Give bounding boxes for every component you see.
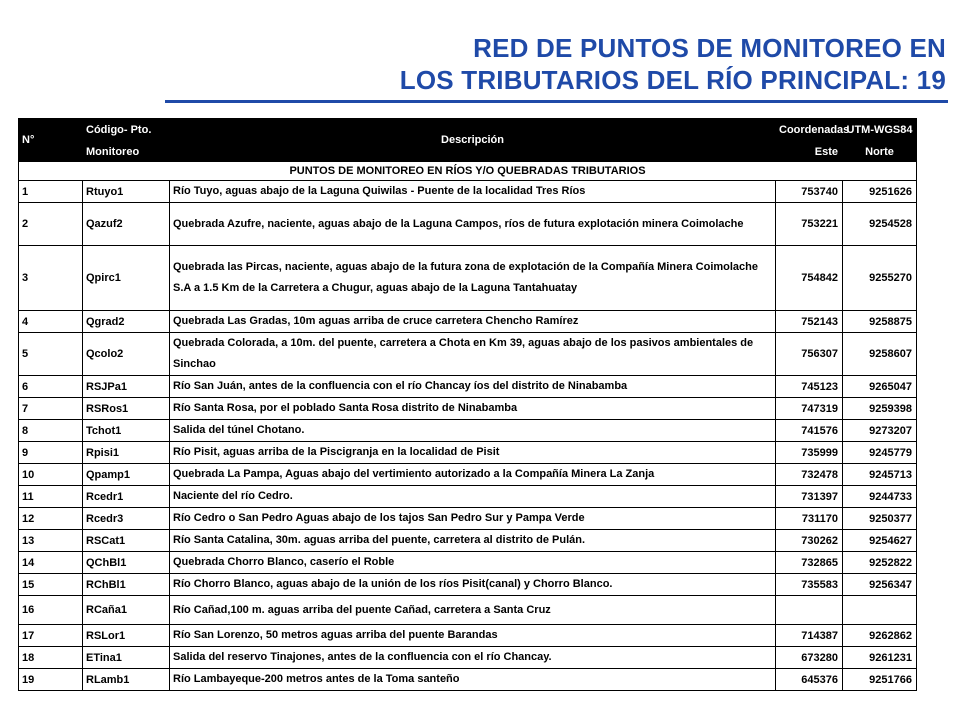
row-number: 2 [19, 203, 83, 246]
table-row [19, 486, 917, 508]
table-row [19, 311, 917, 333]
table-row [19, 508, 917, 530]
row-number: 12 [19, 508, 83, 530]
row-code: RSCat1 [83, 530, 170, 552]
table-row [19, 647, 917, 669]
row-code: ETina1 [83, 647, 170, 669]
row-number: 16 [19, 596, 83, 625]
row-number: 9 [19, 442, 83, 464]
monitoring-table-container [18, 118, 916, 691]
row-norte: 9258607 [843, 333, 917, 376]
row-number: 3 [19, 246, 83, 311]
row-norte: 9256347 [843, 574, 917, 596]
table-row [19, 669, 917, 691]
row-description: Río Tuyo, aguas abajo de la Laguna Quiwilas - Puente de la localidad Tres Ríos [170, 181, 776, 203]
row-description: Quebrada Chorro Blanco, caserío el Roble [170, 552, 776, 574]
header-coordinates: Coordenadas [776, 119, 843, 142]
row-number: 18 [19, 647, 83, 669]
title-line-1: RED DE PUNTOS DE MONITOREO EN [473, 33, 946, 63]
row-este: 752143 [776, 311, 843, 333]
table-row [19, 246, 917, 311]
row-code: RChBl1 [83, 574, 170, 596]
row-description: Quebrada Azufre, naciente, aguas abajo de la Laguna Campos, ríos de futura explotación minera Coimolache [170, 203, 776, 246]
row-number: 13 [19, 530, 83, 552]
table-row [19, 574, 917, 596]
title-underline [165, 100, 948, 103]
row-norte: 9251626 [843, 181, 917, 203]
table-row [19, 552, 917, 574]
row-code: Qcolo2 [83, 333, 170, 376]
row-description: Río Cedro o San Pedro Aguas abajo de los tajos San Pedro Sur y Pampa Verde [170, 508, 776, 530]
row-este: 747319 [776, 398, 843, 420]
row-description: Quebrada La Pampa, Aguas abajo del vertimiento autorizado a la Compañía Minera La Zanja [170, 464, 776, 486]
title-line-2: LOS TRIBUTARIOS DEL RÍO PRINCIPAL: 19 [399, 65, 946, 95]
row-este: 745123 [776, 376, 843, 398]
row-norte: 9259398 [843, 398, 917, 420]
row-code: Rpisi1 [83, 442, 170, 464]
row-este: 735999 [776, 442, 843, 464]
table-row [19, 203, 917, 246]
row-number: 4 [19, 311, 83, 333]
row-este: 714387 [776, 625, 843, 647]
row-description: Naciente del río Cedro. [170, 486, 776, 508]
row-code: Qazuf2 [83, 203, 170, 246]
row-este: 754842 [776, 246, 843, 311]
row-norte: 9244733 [843, 486, 917, 508]
row-este: 735583 [776, 574, 843, 596]
row-norte: 9273207 [843, 420, 917, 442]
row-norte: 9251766 [843, 669, 917, 691]
section-label: PUNTOS DE MONITOREO EN RÍOS Y/O QUEBRADAS TRIBUTARIOS [19, 162, 917, 181]
row-number: 5 [19, 333, 83, 376]
row-number: 6 [19, 376, 83, 398]
header-utm: UTM-WGS84 [843, 119, 917, 142]
row-norte: 9245713 [843, 464, 917, 486]
row-este: 732478 [776, 464, 843, 486]
row-code: Rcedr1 [83, 486, 170, 508]
table-row [19, 376, 917, 398]
row-description: Río Pisit, aguas arriba de la Piscigranja en la localidad de Pisit [170, 442, 776, 464]
row-code: QChBl1 [83, 552, 170, 574]
row-number: 19 [19, 669, 83, 691]
row-este: 645376 [776, 669, 843, 691]
row-norte [843, 596, 917, 625]
row-description: Salida del reservo Tinajones, antes de la confluencia con el río Chancay. [170, 647, 776, 669]
row-code: Qpirc1 [83, 246, 170, 311]
row-code: Rtuyo1 [83, 181, 170, 203]
header-code-line2: Monitoreo [83, 142, 170, 162]
table-row [19, 464, 917, 486]
header-code-line1: Código- Pto. [83, 119, 170, 142]
row-norte: 9245779 [843, 442, 917, 464]
header-este: Este [776, 142, 843, 162]
row-number: 15 [19, 574, 83, 596]
row-norte: 9250377 [843, 508, 917, 530]
row-este: 756307 [776, 333, 843, 376]
row-norte: 9258875 [843, 311, 917, 333]
table-row [19, 625, 917, 647]
table-row [19, 442, 917, 464]
table-row [19, 181, 917, 203]
row-norte: 9255270 [843, 246, 917, 311]
row-code: RCaña1 [83, 596, 170, 625]
row-este: 673280 [776, 647, 843, 669]
row-code: Tchot1 [83, 420, 170, 442]
row-norte: 9254528 [843, 203, 917, 246]
row-este: 753740 [776, 181, 843, 203]
row-description: Río Santa Rosa, por el poblado Santa Rosa distrito de Ninabamba [170, 398, 776, 420]
row-este [776, 596, 843, 625]
row-code: RSLor1 [83, 625, 170, 647]
row-code: RLamb1 [83, 669, 170, 691]
row-este: 731397 [776, 486, 843, 508]
row-description: Río San Lorenzo, 50 metros aguas arriba del puente Barandas [170, 625, 776, 647]
row-number: 7 [19, 398, 83, 420]
row-norte: 9254627 [843, 530, 917, 552]
row-number: 10 [19, 464, 83, 486]
row-description: Quebrada las Pircas, naciente, aguas abajo de la futura zona de explotación de la Compañía Minera Coimolache S.A a 1.5 Km de la Carretera a Chugur, aguas abajo de la Laguna Tantahuatay [170, 246, 776, 311]
row-norte: 9262862 [843, 625, 917, 647]
row-number: 17 [19, 625, 83, 647]
page-title [400, 32, 946, 96]
row-number: 1 [19, 181, 83, 203]
table-row [19, 398, 917, 420]
row-description: Quebrada Colorada, a 10m. del puente, carretera a Chota en Km 39, aguas abajo de los pasivos ambientales de Sinchao [170, 333, 776, 376]
row-description: Río San Juán, antes de la confluencia con el río Chancay íos del distrito de Ninabamba [170, 376, 776, 398]
row-norte: 9261231 [843, 647, 917, 669]
row-description: Quebrada Las Gradas, 10m aguas arriba de cruce carretera Chencho Ramírez [170, 311, 776, 333]
row-description: Salida del túnel Chotano. [170, 420, 776, 442]
row-code: Qgrad2 [83, 311, 170, 333]
row-description: Río Cañad,100 m. aguas arriba del puente Cañad, carretera a Santa Cruz [170, 596, 776, 625]
row-code: RSJPa1 [83, 376, 170, 398]
row-description: Río Chorro Blanco, aguas abajo de la unión de los ríos Pisit(canal) y Chorro Blanco. [170, 574, 776, 596]
row-este: 732865 [776, 552, 843, 574]
row-code: Qpamp1 [83, 464, 170, 486]
row-description: Río Santa Catalina, 30m. aguas arriba del puente, carretera al distrito de Pulán. [170, 530, 776, 552]
row-este: 730262 [776, 530, 843, 552]
table-row [19, 333, 917, 376]
row-code: RSRos1 [83, 398, 170, 420]
header-number: N° [19, 119, 83, 162]
row-norte: 9265047 [843, 376, 917, 398]
row-number: 11 [19, 486, 83, 508]
row-number: 8 [19, 420, 83, 442]
row-este: 741576 [776, 420, 843, 442]
table-row [19, 596, 917, 625]
table-row [19, 530, 917, 552]
row-norte: 9252822 [843, 552, 917, 574]
monitoring-points-table [18, 118, 917, 691]
row-number: 14 [19, 552, 83, 574]
row-este: 731170 [776, 508, 843, 530]
table-row [19, 420, 917, 442]
row-este: 753221 [776, 203, 843, 246]
header-description: Descripción [170, 119, 776, 162]
row-code: Rcedr3 [83, 508, 170, 530]
row-description: Río Lambayeque-200 metros antes de la Toma santeño [170, 669, 776, 691]
header-norte: Norte [843, 142, 917, 162]
